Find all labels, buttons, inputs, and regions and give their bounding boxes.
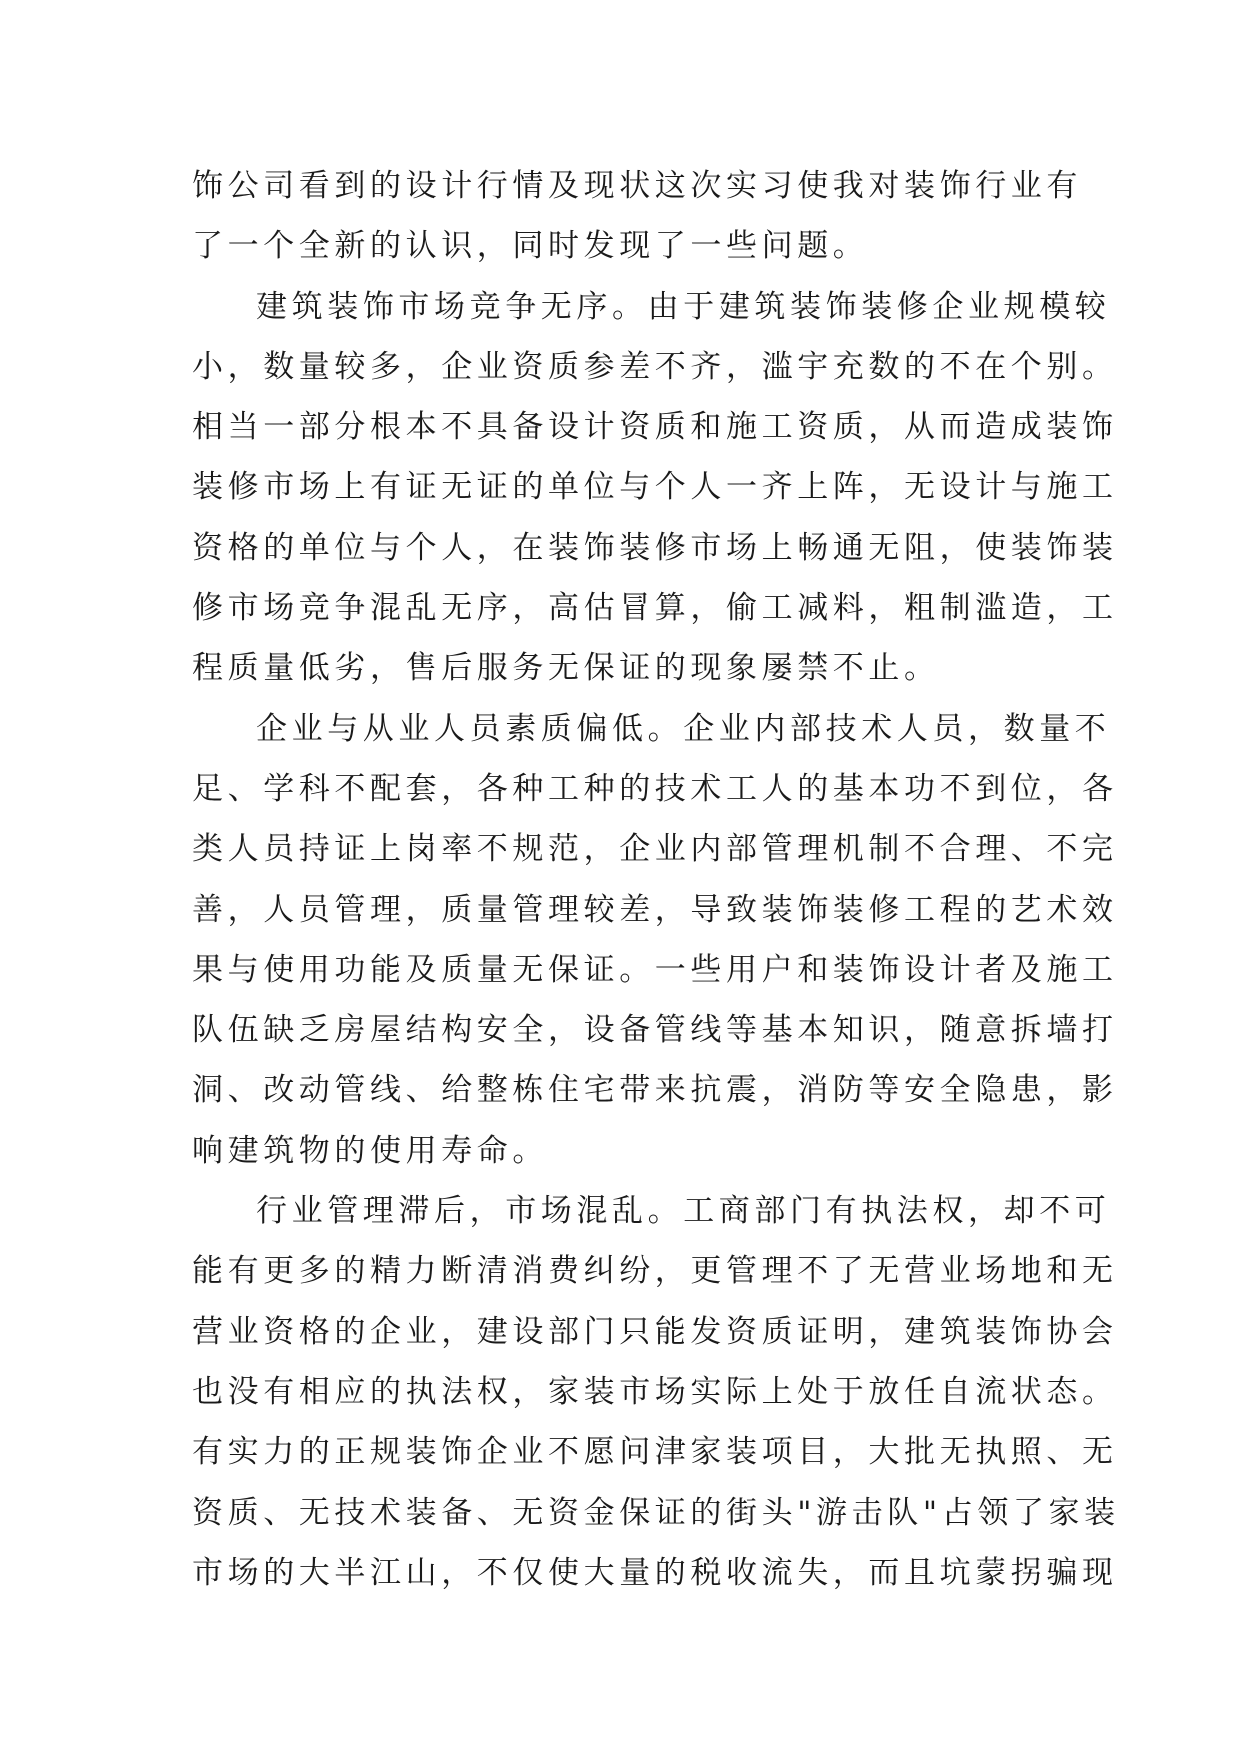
text-line: 果与使用功能及质量无保证。一些用户和装饰设计者及施工 <box>192 951 1118 988</box>
body-text <box>192 156 1120 1603</box>
text-line: 善，人员管理，质量管理较差，导致装饰装修工程的艺术效 <box>192 891 1118 928</box>
text-line: 资格的单位与个人，在装饰装修市场上畅通无阻，使装饰装 <box>192 529 1118 566</box>
text-line: 相当一部分根本不具备设计资质和施工资质，从而造成装饰 <box>192 409 1118 446</box>
text-line: 队伍缺乏房屋结构安全，设备管线等基本知识，随意拆墙打 <box>192 1012 1118 1049</box>
text-line: 了一个全新的认识，同时发现了一些问题。 <box>192 228 869 265</box>
text-line: 也没有相应的执法权，家装市场实际上处于放任自流状态。 <box>192 1373 1118 1410</box>
text-line: 修市场竞争混乱无序，高估冒算，偷工减料，粗制滥造，工 <box>192 590 1118 627</box>
text-line: 洞、改动管线、给整栋住宅带来抗震，消防等安全隐患，影 <box>192 1072 1118 1109</box>
paragraph-start-line: 企业与从业人员素质偏低。企业内部技术人员，数量不 <box>256 710 1111 747</box>
text-line: 营业资格的企业，建设部门只能发资质证明，建筑装饰协会 <box>192 1313 1118 1350</box>
text-line: 市场的大半江山，不仅使大量的税收流失，而且坑蒙拐骗现 <box>192 1554 1118 1591</box>
text-line: 装修市场上有证无证的单位与个人一齐上阵，无设计与施工 <box>192 469 1118 506</box>
text-line: 足、学科不配套，各种工种的技术工人的基本功不到位，各 <box>192 770 1118 807</box>
paragraph-start-line: 建筑装饰市场竞争无序。由于建筑装饰装修企业规模较 <box>256 288 1111 325</box>
text-line: 饰公司看到的设计行情及现状这次实习使我对装饰行业有 <box>192 168 1082 204</box>
text-line: 响建筑物的使用寿命。 <box>192 1132 548 1169</box>
text-line: 有实力的正规装饰企业不愿问津家装项目，大批无执照、无 <box>192 1434 1118 1471</box>
paragraph-start-line: 行业管理滞后，市场混乱。工商部门有执法权，却不可 <box>256 1193 1111 1230</box>
text-line: 能有更多的精力断清消费纠纷，更管理不了无营业场地和无 <box>192 1253 1118 1290</box>
text-line: 类人员持证上岗率不规范，企业内部管理机制不合理、不完 <box>192 831 1118 868</box>
text-line: 程质量低劣，售后服务无保证的现象屡禁不止。 <box>192 650 940 687</box>
text-line: 小，数量较多，企业资质参差不齐，滥宇充数的不在个别。 <box>192 348 1118 385</box>
text-line: 资质、无技术装备、无资金保证的街头"游击队"占领了家装 <box>192 1494 1120 1531</box>
